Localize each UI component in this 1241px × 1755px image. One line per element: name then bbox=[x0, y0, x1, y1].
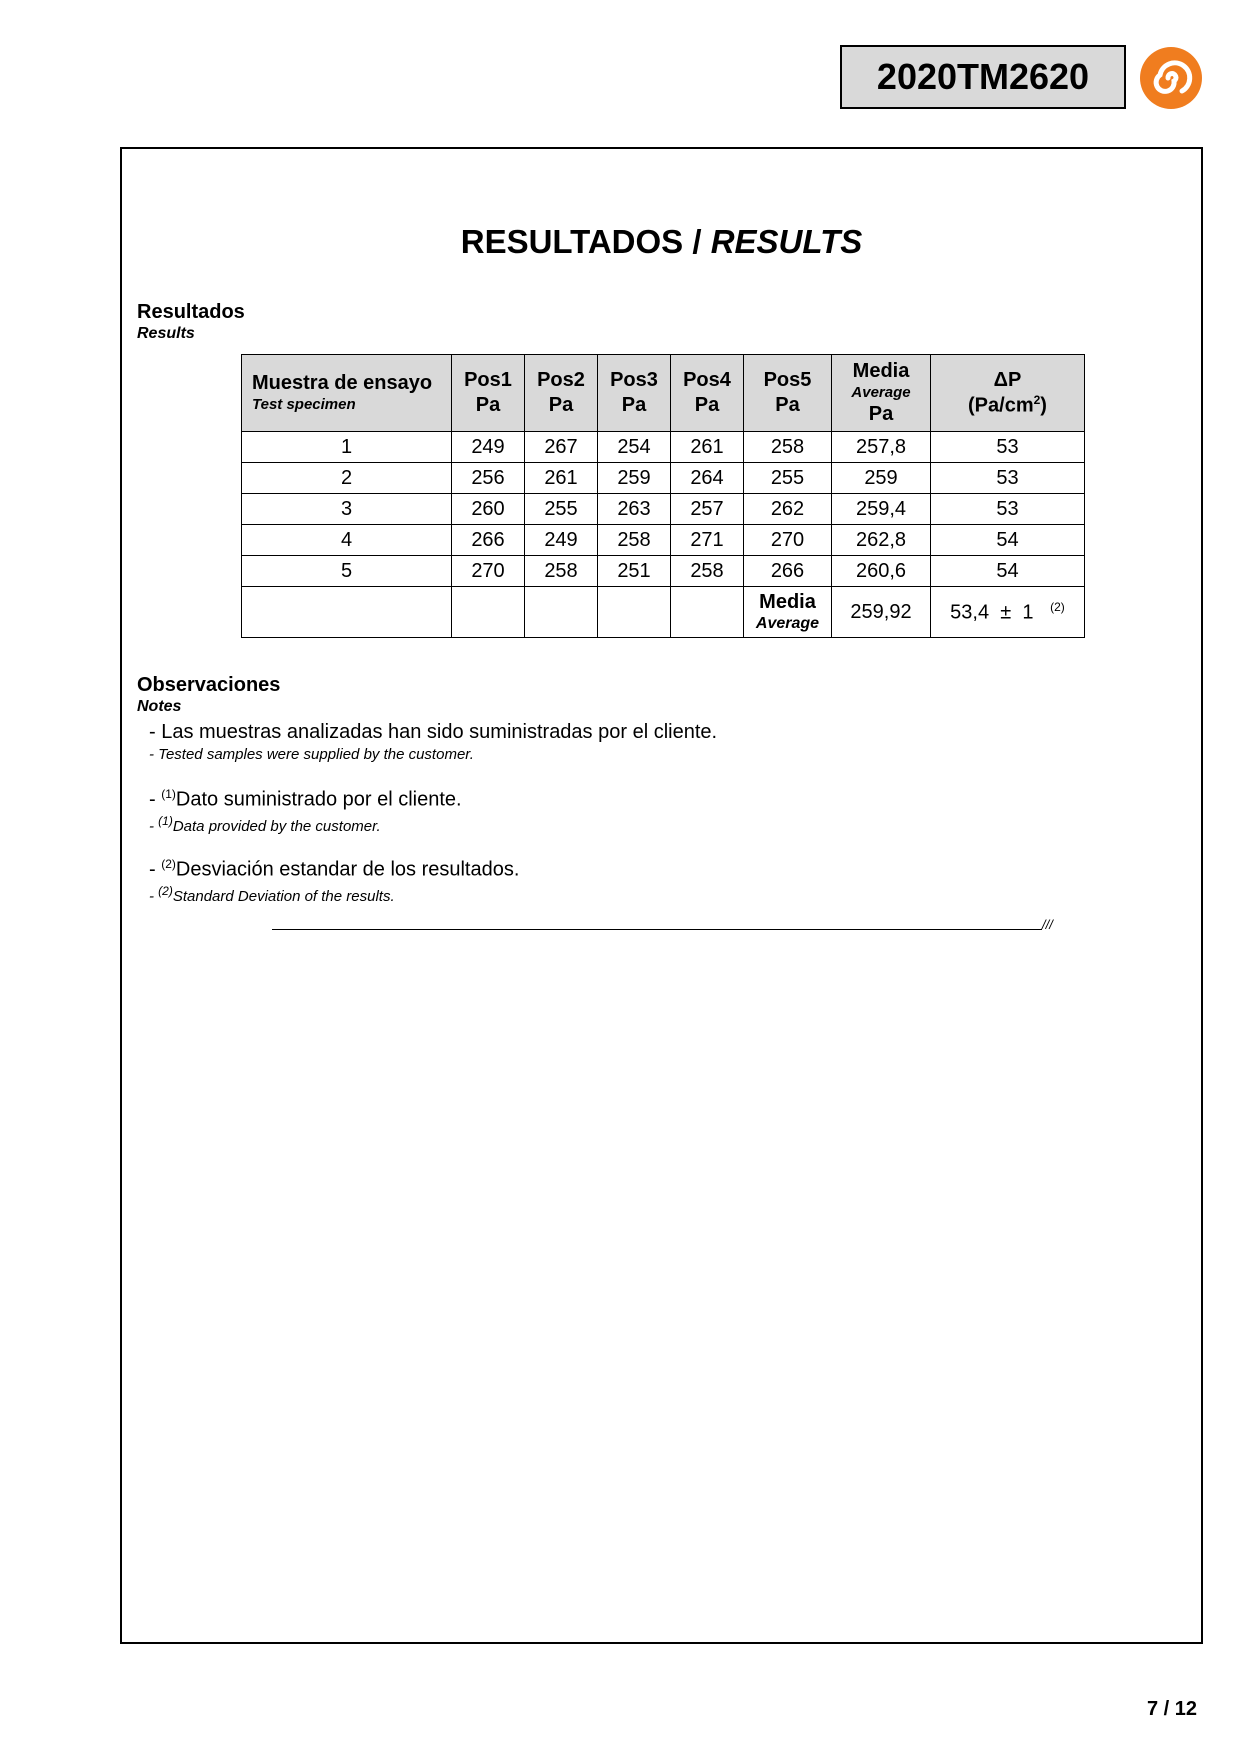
header-specimen: Muestra de ensayo Test specimen bbox=[242, 355, 452, 432]
results-table bbox=[241, 354, 1085, 638]
report-id-box bbox=[840, 45, 1126, 109]
header-delta-p: ΔP $(Pa/cm^2)$ bbox=[931, 355, 1085, 432]
delta-p-average: 53,4 ± 1 $^{(2)}$ bbox=[931, 587, 1085, 638]
notes-subheading: Notes bbox=[137, 698, 182, 715]
page-title: RESULTADOS / RESULTS bbox=[460, 223, 863, 260]
table-header-row bbox=[242, 355, 1085, 432]
average-label: Media Average bbox=[744, 587, 832, 638]
end-mark: /// bbox=[1042, 917, 1053, 932]
average-value: 259,92 bbox=[832, 587, 931, 638]
note-item: - Las muestras analizadas han sido suministradas por el cliente. - Tested samples were supplied by the customer. bbox=[149, 721, 718, 763]
table-row: 2 256 261 259 264 255 259 53 bbox=[242, 463, 1085, 494]
header-pos2: Pos2 Pa bbox=[525, 355, 598, 432]
table-row: 5 270 258 251 258 266 260,6 54 bbox=[242, 556, 1085, 587]
end-of-section-line bbox=[272, 929, 1042, 930]
report-id: 2020TM2620 bbox=[876, 56, 1090, 97]
header-pos5: Pos5 Pa bbox=[744, 355, 832, 432]
table-row: 1 249 267 254 261 258 257,8 53 bbox=[242, 432, 1085, 463]
header-pos1: Pos1 Pa bbox=[452, 355, 525, 432]
content-frame bbox=[120, 147, 1203, 1644]
notes-heading: Observaciones bbox=[137, 674, 281, 696]
table-row: 4 266 249 258 271 270 262,8 54 bbox=[242, 525, 1085, 556]
table-row: 3 260 255 263 257 262 259,4 53 bbox=[242, 494, 1085, 525]
results-subheading: Results bbox=[137, 325, 195, 342]
note-item: - $^{(1)}$Dato suministrado por el cliente. - $^{(1)}$Data provided by the customer. bbox=[149, 787, 462, 835]
results-heading: Resultados bbox=[137, 301, 245, 323]
header-average: Media Average Pa bbox=[832, 355, 931, 432]
table-average-row bbox=[242, 587, 1085, 638]
header-pos3: Pos3 Pa bbox=[598, 355, 671, 432]
spiral-logo-icon bbox=[1136, 46, 1206, 110]
header-pos4: Pos4 Pa bbox=[671, 355, 744, 432]
note-item: - $^{(2)}$Desviación estandar de los resultados. - $^{(2)}$Standard Deviation of the results. bbox=[149, 857, 520, 905]
page-number: 7 / 12 bbox=[1146, 1698, 1197, 1720]
